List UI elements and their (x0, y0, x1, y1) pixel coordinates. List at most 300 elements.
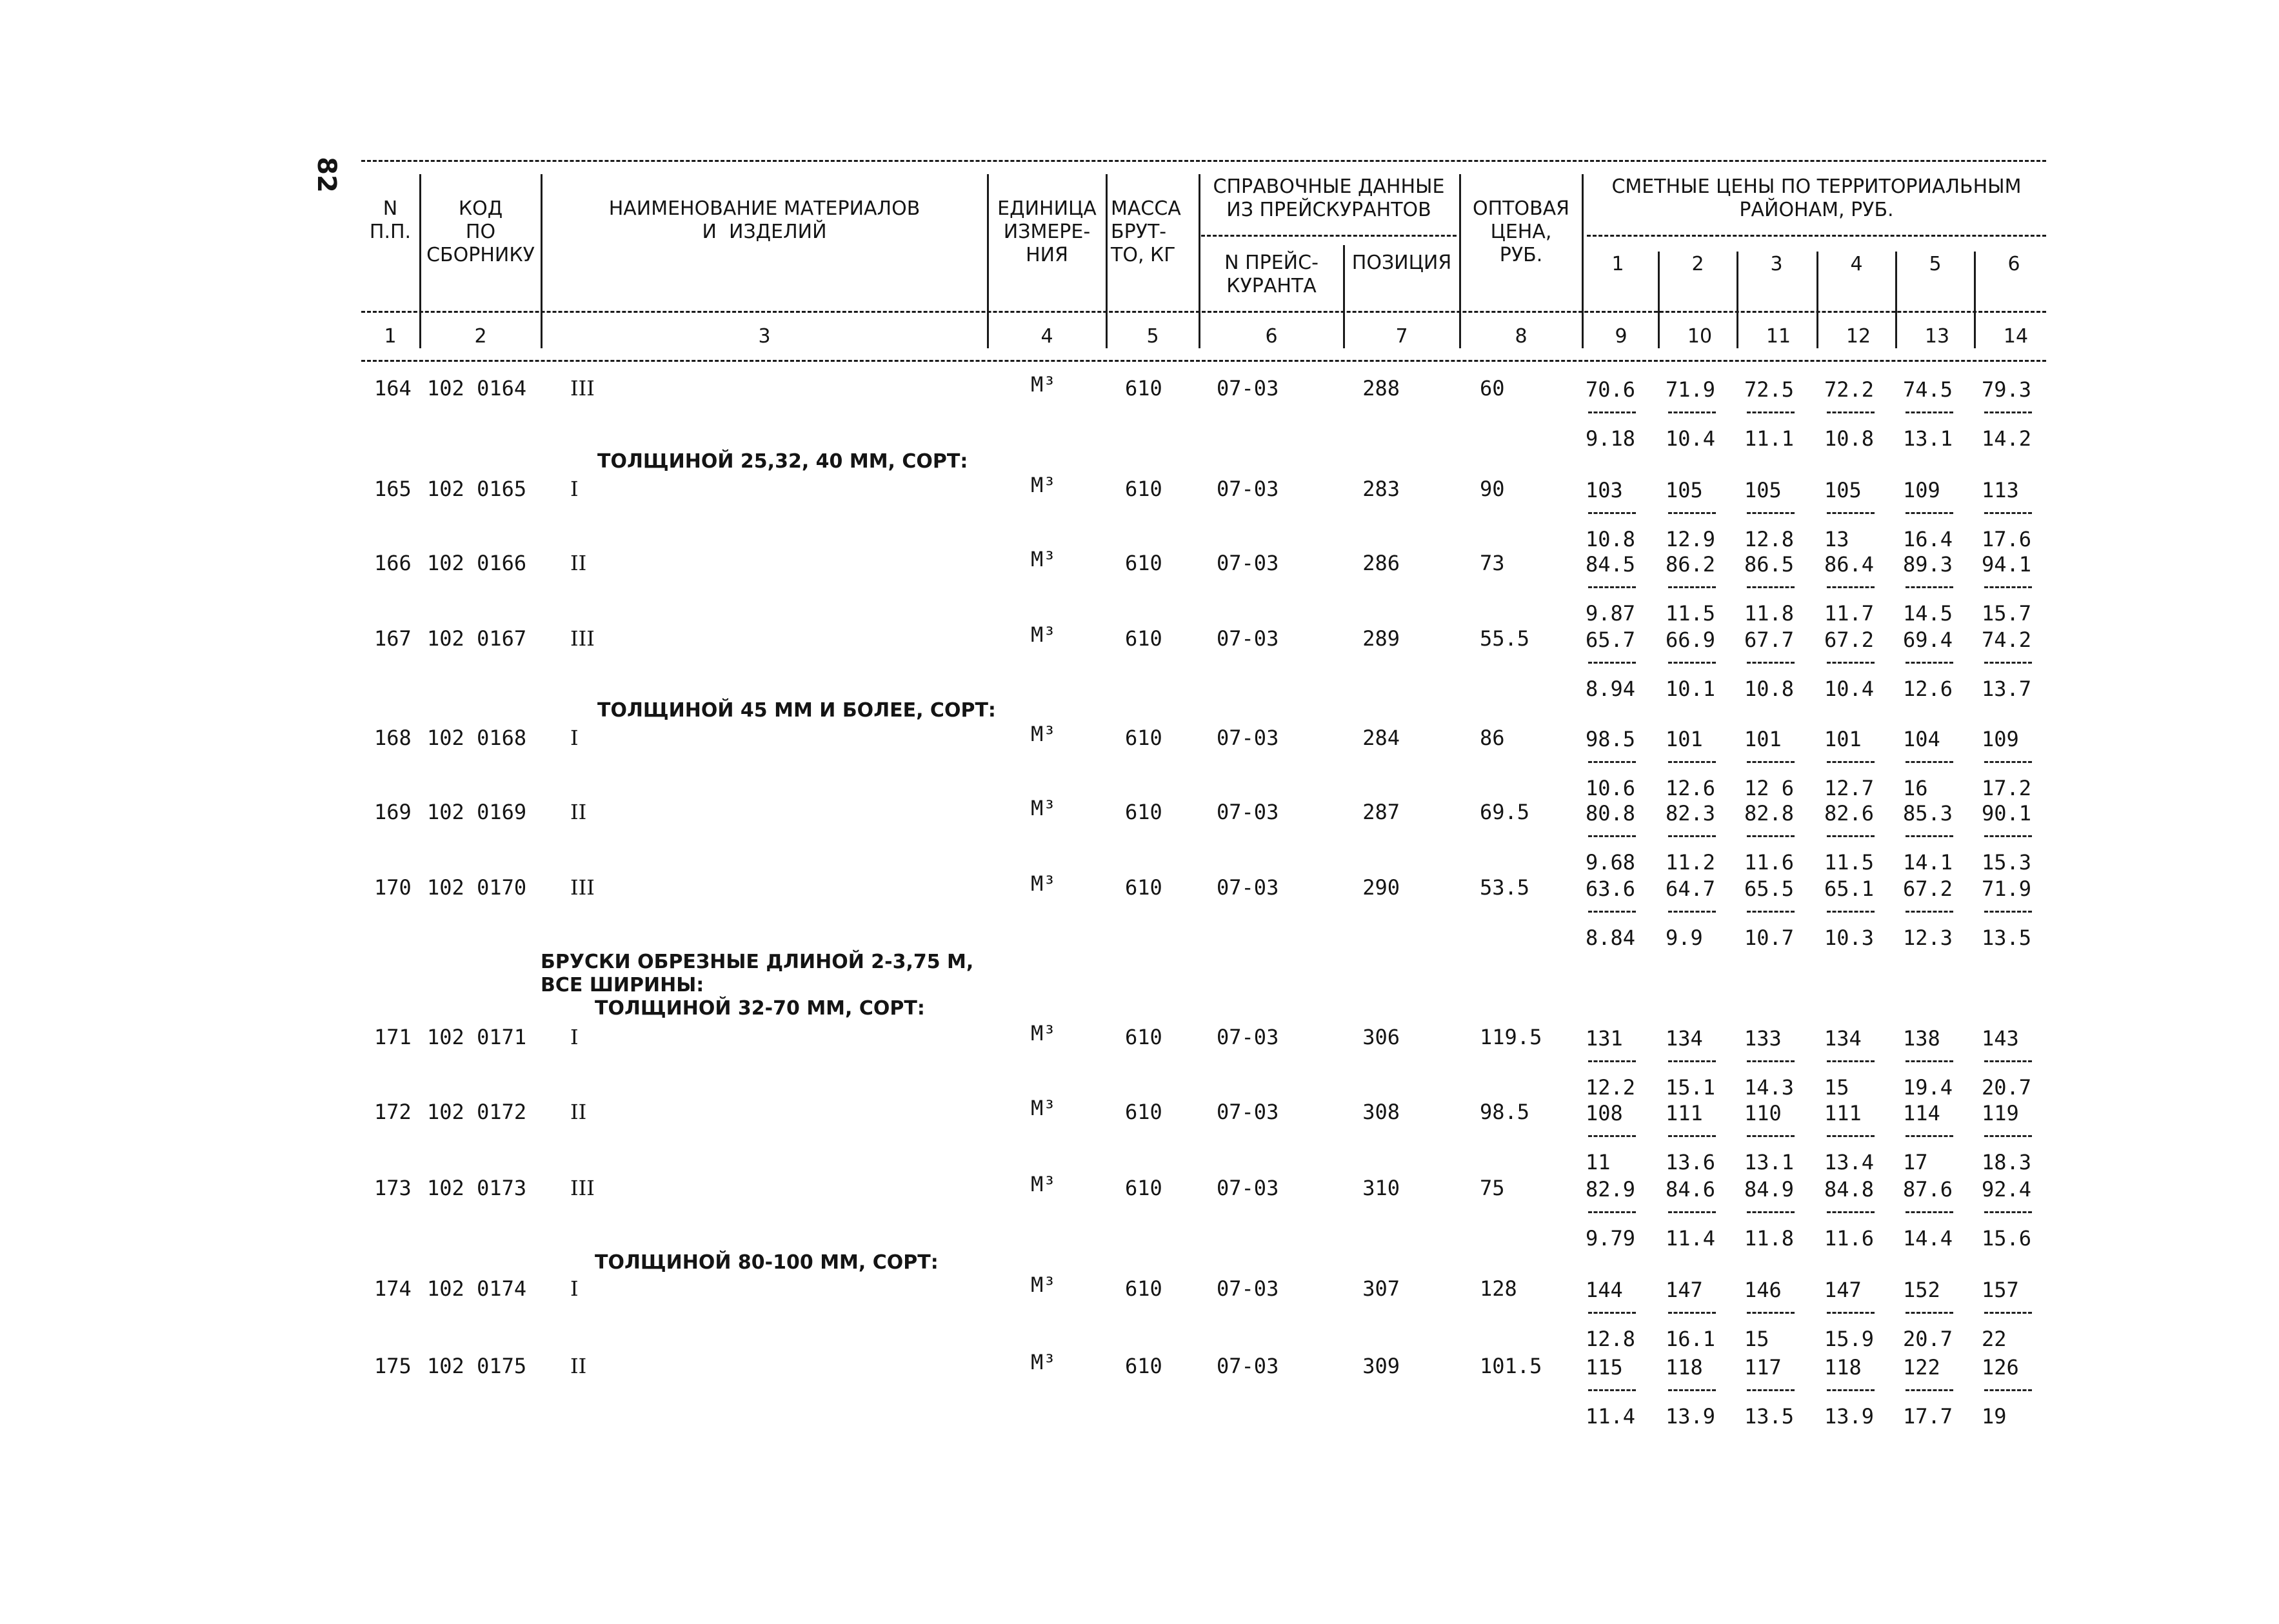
section-heading: ТОЛЩИНОЙ 32-70 ММ, СОРТ: (595, 997, 925, 1020)
price-sub-value: 12.6 (1903, 677, 1953, 701)
fraction-dash (1747, 761, 1795, 763)
price-sub-value: 17.7 (1903, 1404, 1953, 1429)
fraction-dash (1906, 835, 1953, 837)
fraction-dash (1747, 1312, 1795, 1314)
row-opt: 69.5 (1480, 800, 1530, 824)
row-opt: 98.5 (1480, 1100, 1530, 1124)
row-number: 173 (374, 1176, 412, 1200)
price-sub-value: 12 6 (1744, 776, 1795, 800)
price-sub-value: 10.4 (1666, 426, 1716, 451)
fraction-dash (1747, 835, 1795, 837)
column-number: 7 (1395, 325, 1408, 348)
row-number: 169 (374, 800, 412, 824)
price-sub-value: 12.3 (1903, 926, 1953, 950)
row-code: 102 0171 (427, 1025, 527, 1049)
row-number: 166 (374, 551, 412, 575)
row-pos: 290 (1362, 875, 1400, 900)
price-sub-value: 15.6 (1982, 1226, 2032, 1251)
column-number: 12 (1846, 325, 1871, 348)
price-sub-value: 13.1 (1744, 1150, 1795, 1174)
price-value: 82.3 (1666, 801, 1716, 826)
price-sub-value: 9.18 (1586, 426, 1636, 451)
price-value: 104 (1903, 727, 1940, 751)
price-sub-value: 16 (1903, 776, 1928, 800)
row-number: 175 (374, 1354, 412, 1378)
price-value: 144 (1586, 1278, 1623, 1302)
price-sub-value: 16.4 (1903, 527, 1953, 551)
price-value: 105 (1666, 478, 1703, 502)
price-value: 147 (1666, 1278, 1703, 1302)
price-sub-value: 11.5 (1824, 850, 1875, 875)
row-name: I (570, 1276, 579, 1301)
col-sep-12 (1895, 252, 1897, 348)
row-pos: 288 (1362, 376, 1400, 401)
price-value: 69.4 (1903, 628, 1953, 652)
price-value: 84.6 (1666, 1177, 1716, 1202)
fraction-dash (1747, 512, 1795, 514)
header-top-rule (361, 160, 2046, 162)
row-code: 102 0170 (427, 875, 527, 900)
price-value: 87.6 (1903, 1177, 1953, 1202)
row-pos: 289 (1362, 626, 1400, 651)
row-code: 102 0168 (427, 726, 527, 750)
price-value: 84.9 (1744, 1177, 1795, 1202)
price-value: 105 (1824, 478, 1862, 502)
price-value: 65.7 (1586, 628, 1636, 652)
price-sub-value: 19.4 (1903, 1075, 1953, 1100)
price-sub-value: 13.9 (1824, 1404, 1875, 1429)
price-sub-value: 11.6 (1744, 850, 1795, 875)
price-sub-value: 11.2 (1666, 850, 1716, 875)
price-value: 65.1 (1824, 876, 1875, 901)
price-sub-value: 9.68 (1586, 850, 1636, 875)
price-sub-value: 15 (1824, 1075, 1849, 1100)
price-sub-value: 11.4 (1666, 1226, 1716, 1251)
price-value: 119 (1982, 1101, 2019, 1125)
price-sub-value: 13.7 (1982, 677, 2032, 701)
price-value: 71.9 (1982, 876, 2032, 901)
price-value: 108 (1586, 1101, 1623, 1125)
price-sub-value: 10.8 (1744, 677, 1795, 701)
fraction-dash (1984, 411, 2032, 413)
column-number: 8 (1515, 325, 1528, 348)
row-code: 102 0174 (427, 1276, 527, 1301)
price-value: 92.4 (1982, 1177, 2032, 1202)
row-mass: 610 (1125, 1025, 1162, 1049)
price-value: 114 (1903, 1101, 1940, 1125)
section-heading: ТОЛЩИНОЙ 45 ММ И БОЛЕЕ, СОРТ: (597, 699, 996, 722)
row-unit: М³ (1031, 796, 1056, 820)
column-number: 10 (1687, 325, 1713, 348)
col-sep-4 (1106, 174, 1108, 348)
fraction-dash (1984, 512, 2032, 514)
price-sub-value: 9.9 (1666, 926, 1703, 950)
fraction-dash (1984, 1211, 2032, 1213)
price-value: 133 (1744, 1026, 1782, 1051)
row-opt: 73 (1480, 551, 1505, 575)
header-kod: КОД ПО СБОРНИКУ (426, 197, 535, 266)
price-value: 109 (1982, 727, 2019, 751)
price-value: 126 (1982, 1355, 2019, 1380)
price-sub-value: 13.5 (1744, 1404, 1795, 1429)
row-code: 102 0167 (427, 626, 527, 651)
price-value: 109 (1903, 478, 1940, 502)
price-sub-value: 10.1 (1666, 677, 1716, 701)
row-unit: М³ (1031, 722, 1056, 746)
price-sub-value: 22 (1982, 1327, 2007, 1351)
fraction-dash (1668, 586, 1716, 588)
fraction-dash (1906, 586, 1953, 588)
price-value: 66.9 (1666, 628, 1716, 652)
row-pos: 283 (1362, 477, 1400, 501)
price-sub-value: 16.1 (1666, 1327, 1716, 1351)
row-number: 171 (374, 1025, 412, 1049)
price-value: 86.5 (1744, 552, 1795, 577)
row-name: II (570, 1100, 587, 1124)
row-opt: 75 (1480, 1176, 1505, 1200)
price-value: 105 (1744, 478, 1782, 502)
row-preis: 07-03 (1217, 875, 1279, 900)
price-value: 86.2 (1666, 552, 1716, 577)
price-value: 70.6 (1586, 377, 1636, 402)
row-preis: 07-03 (1217, 1176, 1279, 1200)
row-opt: 60 (1480, 376, 1505, 401)
fraction-dash (1668, 835, 1716, 837)
price-sub-value: 12.9 (1666, 527, 1716, 551)
header-ed: ЕДИНИЦА ИЗМЕРЕ- НИЯ (997, 197, 1097, 266)
price-sub-value: 15.7 (1982, 601, 2032, 626)
row-number: 165 (374, 477, 412, 501)
row-mass: 610 (1125, 875, 1162, 900)
fraction-dash (1668, 1389, 1716, 1391)
column-number: 9 (1615, 325, 1627, 348)
row-preis: 07-03 (1217, 726, 1279, 750)
row-name: I (570, 726, 579, 750)
fraction-dash (1747, 911, 1795, 913)
price-sub-value: 14.4 (1903, 1226, 1953, 1251)
col-sep-11 (1816, 252, 1818, 348)
row-unit: М³ (1031, 622, 1056, 647)
price-value: 98.5 (1586, 727, 1636, 751)
row-unit: М³ (1031, 871, 1056, 896)
price-value: 157 (1982, 1278, 2019, 1302)
price-value: 63.6 (1586, 876, 1636, 901)
price-sub-value: 20.7 (1982, 1075, 2032, 1100)
price-sub-value: 10.8 (1586, 527, 1636, 551)
price-value: 134 (1824, 1026, 1862, 1051)
row-name: III (570, 875, 595, 900)
fraction-dash (1588, 1312, 1636, 1314)
district-header: 3 (1770, 253, 1783, 275)
price-sub-value: 14.2 (1982, 426, 2032, 451)
fraction-dash (1747, 411, 1795, 413)
price-sub-value: 17.2 (1982, 776, 2032, 800)
row-code: 102 0173 (427, 1176, 527, 1200)
price-sub-value: 17.6 (1982, 527, 2032, 551)
fraction-dash (1588, 1060, 1636, 1062)
price-sub-value: 19 (1982, 1404, 2007, 1429)
row-code: 102 0175 (427, 1354, 527, 1378)
column-number: 13 (1924, 325, 1950, 348)
header-n-pp: N П.П. (369, 197, 412, 243)
row-pos: 286 (1362, 551, 1400, 575)
col-sep-8 (1582, 174, 1584, 348)
price-sub-value: 13.1 (1903, 426, 1953, 451)
fraction-dash (1906, 1060, 1953, 1062)
section-heading: ТОЛЩИНОЙ 80-100 ММ, СОРТ: (595, 1251, 939, 1274)
row-unit: М³ (1031, 1021, 1056, 1045)
section-heading: ТОЛЩИНОЙ 25,32, 40 ММ, СОРТ: (597, 450, 968, 473)
price-value: 74.2 (1982, 628, 2032, 652)
price-sub-value: 11.8 (1744, 1226, 1795, 1251)
fraction-dash (1668, 662, 1716, 664)
fraction-dash (1668, 512, 1716, 514)
price-sub-value: 13.4 (1824, 1150, 1875, 1174)
row-pos: 308 (1362, 1100, 1400, 1124)
row-code: 102 0172 (427, 1100, 527, 1124)
row-pos: 284 (1362, 726, 1400, 750)
row-name: II (570, 800, 587, 824)
row-opt: 53.5 (1480, 875, 1530, 900)
district-header: 5 (1929, 253, 1942, 275)
row-number: 174 (374, 1276, 412, 1301)
sprav-sub-rule (1201, 235, 1457, 237)
fraction-dash (1827, 586, 1875, 588)
fraction-dash (1668, 411, 1716, 413)
price-sub-value: 13.6 (1666, 1150, 1716, 1174)
fraction-dash (1827, 1389, 1875, 1391)
price-sub-value: 9.87 (1586, 601, 1636, 626)
row-pos: 309 (1362, 1354, 1400, 1378)
fraction-dash (1984, 662, 2032, 664)
row-preis: 07-03 (1217, 376, 1279, 401)
row-preis: 07-03 (1217, 1354, 1279, 1378)
price-sub-value: 14.5 (1903, 601, 1953, 626)
price-value: 111 (1666, 1101, 1703, 1125)
fraction-dash (1906, 761, 1953, 763)
column-number: 1 (384, 325, 397, 348)
district-header: 1 (1611, 253, 1624, 275)
price-value: 74.5 (1903, 377, 1953, 402)
row-number: 164 (374, 376, 412, 401)
header-poz: ПОЗИЦИЯ (1351, 252, 1452, 274)
price-value: 67.7 (1744, 628, 1795, 652)
row-opt: 55.5 (1480, 626, 1530, 651)
fraction-dash (1588, 761, 1636, 763)
header-bottom-rule (361, 360, 2046, 362)
row-number: 167 (374, 626, 412, 651)
price-sub-value: 12.6 (1666, 776, 1716, 800)
fraction-dash (1984, 1389, 2032, 1391)
fraction-dash (1984, 761, 2032, 763)
fraction-dash (1827, 1312, 1875, 1314)
price-sub-value: 14.3 (1744, 1075, 1795, 1100)
row-pos: 287 (1362, 800, 1400, 824)
fraction-dash (1588, 586, 1636, 588)
price-value: 65.5 (1744, 876, 1795, 901)
row-pos: 307 (1362, 1276, 1400, 1301)
row-preis: 07-03 (1217, 551, 1279, 575)
price-value: 67.2 (1824, 628, 1875, 652)
price-value: 72.5 (1744, 377, 1795, 402)
fraction-dash (1906, 911, 1953, 913)
price-value: 85.3 (1903, 801, 1953, 826)
row-preis: 07-03 (1217, 1100, 1279, 1124)
price-value: 67.2 (1903, 876, 1953, 901)
price-sub-value: 11.8 (1744, 601, 1795, 626)
district-header: 2 (1691, 253, 1704, 275)
row-opt: 86 (1480, 726, 1505, 750)
row-opt: 90 (1480, 477, 1505, 501)
price-value: 147 (1824, 1278, 1862, 1302)
fraction-dash (1906, 512, 1953, 514)
row-unit: М³ (1031, 1172, 1056, 1196)
row-mass: 610 (1125, 626, 1162, 651)
column-number: 6 (1265, 325, 1278, 348)
fraction-dash (1668, 1060, 1716, 1062)
fraction-dash (1747, 1211, 1795, 1213)
price-value: 89.3 (1903, 552, 1953, 577)
fraction-dash (1668, 1135, 1716, 1137)
fraction-dash (1827, 662, 1875, 664)
row-preis: 07-03 (1217, 1025, 1279, 1049)
column-number: 4 (1040, 325, 1053, 348)
price-sub-value: 12.8 (1744, 527, 1795, 551)
col-sep-10 (1737, 252, 1738, 348)
price-sub-value: 11.7 (1824, 601, 1875, 626)
fraction-dash (1827, 835, 1875, 837)
fraction-dash (1906, 411, 1953, 413)
row-number: 172 (374, 1100, 412, 1124)
price-value: 101 (1824, 727, 1862, 751)
price-sub-value: 14.1 (1903, 850, 1953, 875)
price-value: 152 (1903, 1278, 1940, 1302)
fraction-dash (1747, 586, 1795, 588)
price-value: 138 (1903, 1026, 1940, 1051)
row-unit: М³ (1031, 1350, 1056, 1374)
price-value: 110 (1744, 1101, 1782, 1125)
row-unit: М³ (1031, 1096, 1056, 1120)
price-sub-value: 15.9 (1824, 1327, 1875, 1351)
row-preis: 07-03 (1217, 626, 1279, 651)
price-value: 72.2 (1824, 377, 1875, 402)
price-value: 82.8 (1744, 801, 1795, 826)
row-name: II (570, 1354, 587, 1378)
fraction-dash (1668, 1211, 1716, 1213)
row-unit: М³ (1031, 473, 1056, 497)
price-value: 101 (1666, 727, 1703, 751)
price-sub-value: 11.4 (1586, 1404, 1636, 1429)
price-sub-value: 13.5 (1982, 926, 2032, 950)
row-mass: 610 (1125, 1100, 1162, 1124)
price-value: 94.1 (1982, 552, 2032, 577)
price-value: 117 (1744, 1355, 1782, 1380)
fraction-dash (1588, 512, 1636, 514)
column-number: 14 (2003, 325, 2029, 348)
fraction-dash (1588, 1135, 1636, 1137)
price-value: 146 (1744, 1278, 1782, 1302)
price-value: 131 (1586, 1026, 1623, 1051)
fraction-dash (1827, 911, 1875, 913)
price-value: 118 (1824, 1355, 1862, 1380)
price-sub-value: 18.3 (1982, 1150, 2032, 1174)
row-mass: 610 (1125, 477, 1162, 501)
district-header: 4 (1850, 253, 1863, 275)
fraction-dash (1984, 1135, 2032, 1137)
smet-sub-rule (1587, 235, 2046, 237)
price-sub-value: 8.94 (1586, 677, 1636, 701)
price-value: 71.9 (1666, 377, 1716, 402)
row-unit: М³ (1031, 547, 1056, 571)
price-value: 113 (1982, 478, 2019, 502)
price-sub-value: 10.6 (1586, 776, 1636, 800)
district-header: 6 (2007, 253, 2020, 275)
row-name: III (570, 1176, 595, 1200)
price-value: 84.5 (1586, 552, 1636, 577)
column-number: 3 (758, 325, 771, 348)
fraction-dash (1827, 1060, 1875, 1062)
row-preis: 07-03 (1217, 477, 1279, 501)
price-sub-value: 12.8 (1586, 1327, 1636, 1351)
price-sub-value: 13 (1824, 527, 1849, 551)
row-pos: 310 (1362, 1176, 1400, 1200)
price-value: 82.6 (1824, 801, 1875, 826)
fraction-dash (1984, 835, 2032, 837)
header-mid-rule (361, 311, 2046, 313)
row-mass: 610 (1125, 376, 1162, 401)
price-value: 101 (1744, 727, 1782, 751)
price-value: 80.8 (1586, 801, 1636, 826)
page-number: 82 (311, 157, 341, 193)
price-value: 122 (1903, 1355, 1940, 1380)
header-opt: ОПТОВАЯ ЦЕНА, РУБ. (1472, 197, 1570, 266)
fraction-dash (1984, 1312, 2032, 1314)
fraction-dash (1588, 1211, 1636, 1213)
column-number: 2 (474, 325, 487, 348)
row-code: 102 0166 (427, 551, 527, 575)
fraction-dash (1827, 761, 1875, 763)
price-value: 134 (1666, 1026, 1703, 1051)
row-preis: 07-03 (1217, 800, 1279, 824)
price-value: 103 (1586, 478, 1623, 502)
fraction-dash (1984, 586, 2032, 588)
fraction-dash (1747, 1060, 1795, 1062)
fraction-dash (1906, 1211, 1953, 1213)
row-mass: 610 (1125, 1276, 1162, 1301)
fraction-dash (1906, 662, 1953, 664)
row-unit: М³ (1031, 1272, 1056, 1297)
price-sub-value: 12.2 (1586, 1075, 1636, 1100)
row-mass: 610 (1125, 726, 1162, 750)
price-value: 86.4 (1824, 552, 1875, 577)
row-name: III (570, 376, 595, 401)
price-value: 90.1 (1982, 801, 2032, 826)
price-sub-value: 20.7 (1903, 1327, 1953, 1351)
fraction-dash (1747, 1135, 1795, 1137)
price-sub-value: 15.1 (1666, 1075, 1716, 1100)
price-sub-value: 11.1 (1744, 426, 1795, 451)
fraction-dash (1588, 662, 1636, 664)
fraction-dash (1747, 1389, 1795, 1391)
row-code: 102 0164 (427, 376, 527, 401)
fraction-dash (1984, 1060, 2032, 1062)
row-number: 168 (374, 726, 412, 750)
col-sep-13 (1974, 252, 1976, 348)
header-massa: МАССА БРУТ- ТО, КГ (1111, 197, 1181, 266)
price-sub-value: 11 (1586, 1150, 1611, 1174)
fraction-dash (1668, 761, 1716, 763)
price-value: 115 (1586, 1355, 1623, 1380)
